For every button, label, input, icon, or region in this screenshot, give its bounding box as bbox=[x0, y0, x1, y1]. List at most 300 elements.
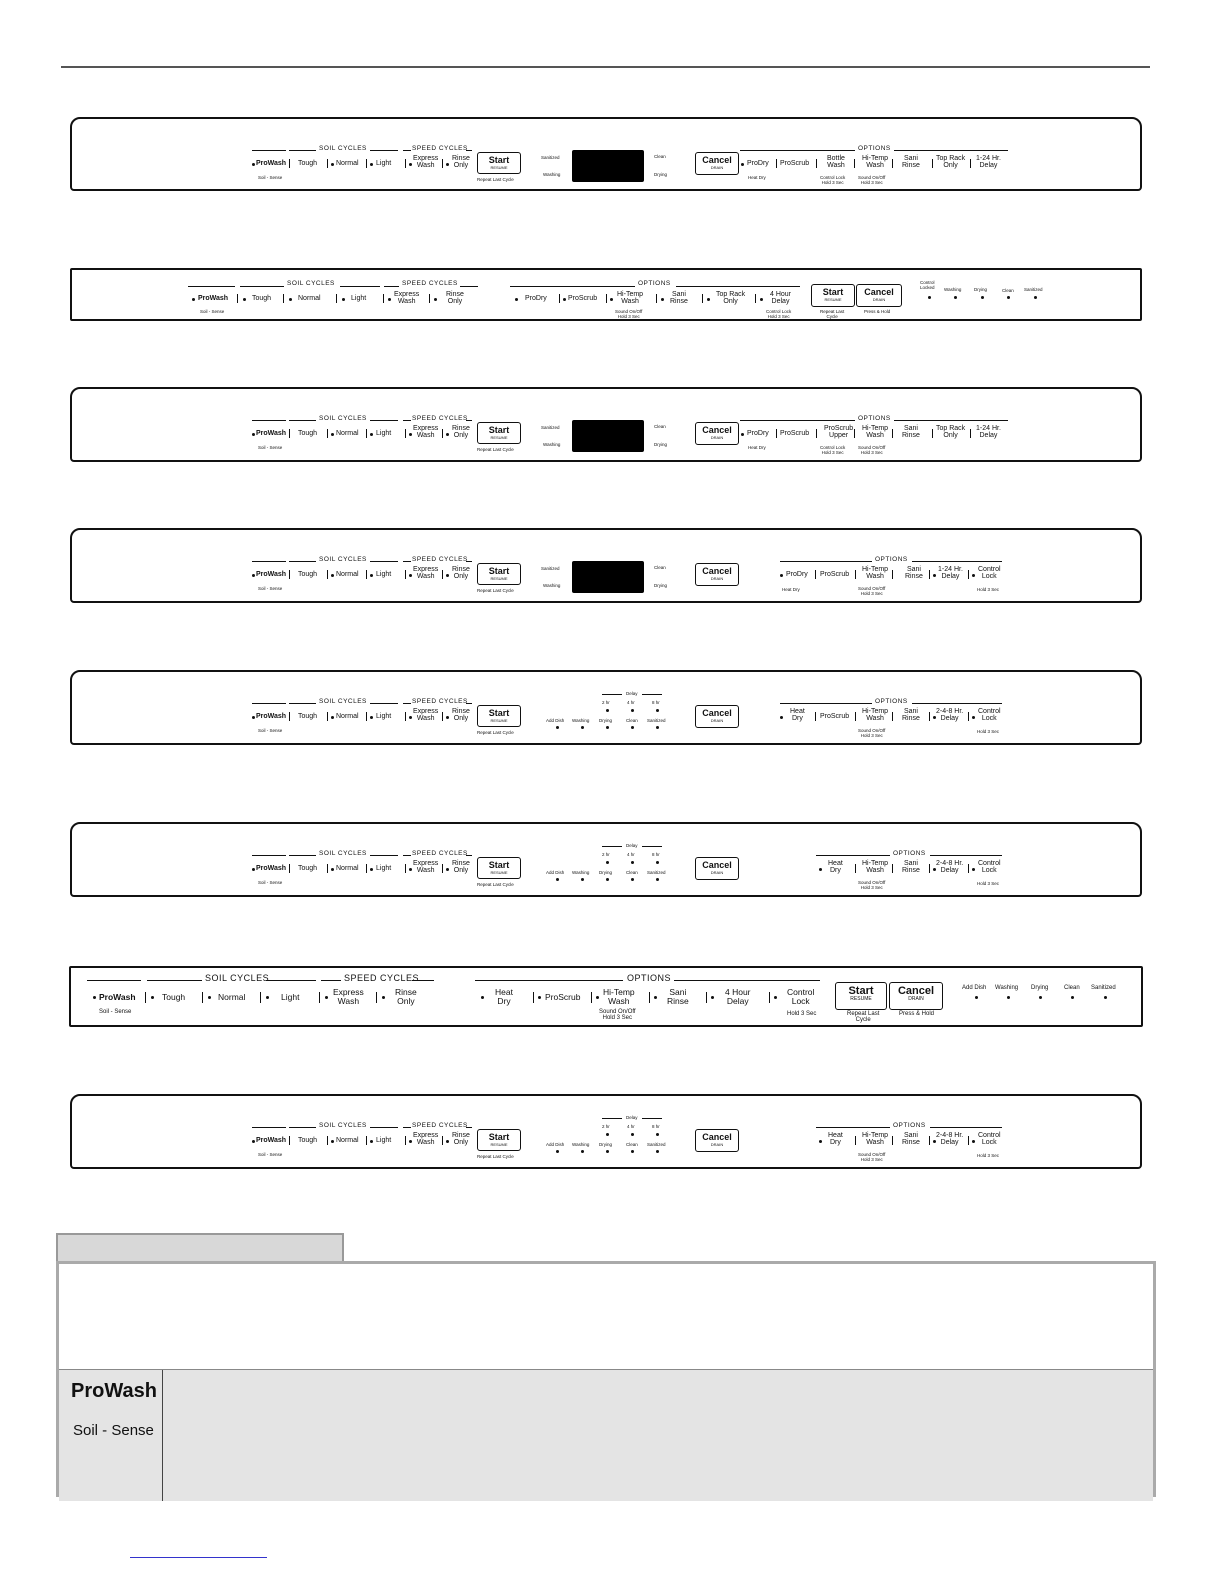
hitemp-line2: Wash bbox=[866, 715, 884, 722]
table-row bbox=[59, 1369, 1153, 1501]
cancel-label: Cancel bbox=[702, 566, 732, 576]
rinse-only-button[interactable] bbox=[395, 988, 417, 1006]
heat-dry-label: Heat Dry bbox=[782, 587, 800, 592]
normal-button[interactable]: Normal bbox=[336, 713, 359, 720]
sani-line2: Rinse bbox=[902, 162, 920, 169]
delay-2-4-8-button[interactable] bbox=[936, 860, 963, 874]
sanitized-indicator: Sanitized bbox=[541, 425, 560, 430]
light-button[interactable]: Light bbox=[351, 295, 367, 302]
rinse-line1: Rinse bbox=[446, 291, 464, 298]
drain-label: DRAIN bbox=[872, 297, 886, 302]
prodry-button[interactable]: ProDry bbox=[525, 295, 547, 302]
sanitized-indicator: Sanitized bbox=[647, 1142, 666, 1147]
repeat-last-cycle-label: Repeat Last Cycle bbox=[477, 882, 514, 887]
delay248-line2: Delay bbox=[940, 1139, 959, 1146]
normal-button[interactable]: Normal bbox=[336, 160, 359, 167]
hold3-label: Hold 3 Sec bbox=[977, 881, 1000, 886]
heat-line1: Heat bbox=[828, 1132, 843, 1139]
cancel-label: Cancel bbox=[702, 425, 732, 435]
sanitized-indicator: Sanitized bbox=[541, 566, 560, 571]
sani-line2: Rinse bbox=[905, 573, 923, 580]
drying-indicator: Drying bbox=[599, 1142, 613, 1147]
top-rule bbox=[61, 66, 1150, 68]
four-hour-delay-button[interactable] bbox=[725, 988, 751, 1006]
start-label: Start bbox=[488, 425, 510, 435]
delay-1-24-button[interactable] bbox=[976, 155, 1001, 169]
cancel-label: Cancel bbox=[702, 155, 732, 165]
hi-temp-wash-button[interactable] bbox=[862, 708, 888, 722]
washing-indicator: Washing bbox=[543, 442, 561, 447]
resume-label: RESUME bbox=[490, 576, 508, 581]
soil-cycles-header: SOIL CYCLES bbox=[205, 973, 270, 983]
toprack-line2: Only bbox=[723, 298, 738, 305]
control-panel-2 bbox=[70, 268, 1142, 321]
toprack-line1: Top Rack bbox=[936, 425, 966, 432]
control-locked-line1: Control bbox=[920, 280, 935, 285]
sani-rinse-button[interactable] bbox=[902, 860, 920, 874]
cancel-button[interactable] bbox=[856, 284, 902, 307]
delay-4hr: 4 hr bbox=[627, 852, 635, 857]
add-dish-indicator: Add Dish bbox=[546, 718, 565, 723]
rinse-line2: Only bbox=[453, 1139, 469, 1146]
light-button[interactable]: Light bbox=[376, 430, 392, 437]
rinse-only-button[interactable] bbox=[452, 860, 470, 874]
clean-indicator: Clean bbox=[654, 424, 666, 429]
hold3-text: Hold 3 Sec bbox=[860, 885, 883, 890]
soil-sense-label: Soil - Sense bbox=[258, 880, 283, 885]
control-lock-button[interactable] bbox=[978, 708, 1001, 722]
start-button[interactable] bbox=[477, 1129, 521, 1151]
rinse-line1: Rinse bbox=[395, 987, 417, 997]
prodry-button[interactable]: ProDry bbox=[747, 160, 769, 167]
sani-line1: Sani bbox=[903, 860, 918, 867]
start-button[interactable] bbox=[477, 857, 521, 879]
resume-label: RESUME bbox=[824, 297, 842, 302]
express-wash-button[interactable] bbox=[413, 566, 438, 580]
control-lock-button[interactable] bbox=[787, 988, 814, 1006]
control-lock-button[interactable] bbox=[978, 860, 1001, 874]
delay24-line2: Delay bbox=[941, 573, 960, 580]
start-label: Start bbox=[488, 860, 510, 870]
washing-indicator: Washing bbox=[572, 1142, 590, 1147]
sound-hold-label bbox=[858, 880, 885, 890]
options-header: OPTIONS bbox=[893, 850, 926, 857]
light-button[interactable]: Light bbox=[376, 571, 392, 578]
toprack-line2: Only bbox=[943, 162, 958, 169]
repeat-last-cycle-label: Repeat Last Cycle bbox=[477, 1154, 514, 1159]
express-line2: Wash bbox=[337, 996, 360, 1006]
rinse-only-button[interactable] bbox=[452, 1132, 470, 1146]
normal-button[interactable]: Normal bbox=[218, 992, 246, 1002]
sani-line2: Rinse bbox=[667, 996, 689, 1006]
light-button[interactable]: Light bbox=[376, 713, 392, 720]
sound-text: Sound On/Off bbox=[858, 880, 886, 885]
proscrub-button[interactable]: ProScrub bbox=[820, 713, 850, 720]
control-panel-7 bbox=[69, 966, 1143, 1027]
express-wash-button[interactable] bbox=[333, 988, 364, 1006]
tough-button[interactable]: Tough bbox=[162, 992, 186, 1002]
add-dish-indicator: Add Dish bbox=[546, 1142, 565, 1147]
drying-indicator: Drying bbox=[599, 718, 613, 723]
prowash-button[interactable]: ProWash bbox=[256, 865, 287, 872]
express-wash-button[interactable] bbox=[413, 708, 438, 722]
prodry-button[interactable]: ProDry bbox=[786, 571, 808, 578]
hitemp-line2: Wash bbox=[866, 867, 884, 874]
rinse-only-button[interactable] bbox=[452, 425, 470, 439]
express-line1: Express bbox=[394, 291, 420, 298]
delay-8hr: 8 hr bbox=[652, 700, 660, 705]
sani-rinse-button[interactable] bbox=[905, 566, 923, 580]
start-button[interactable] bbox=[477, 152, 521, 174]
speed-cycles-header: SPEED CYCLES bbox=[412, 556, 468, 563]
cancel-label: Cancel bbox=[864, 287, 894, 297]
sani-rinse-button[interactable] bbox=[670, 291, 688, 305]
control-lock-hold-label bbox=[766, 309, 791, 319]
control-line2: Lock bbox=[791, 996, 810, 1006]
delay248-line1: 2-4-8 Hr. bbox=[936, 1132, 964, 1139]
hitemp-line2: Wash bbox=[608, 996, 630, 1006]
digital-display bbox=[572, 561, 644, 593]
soil-sense-label: Soil - Sense bbox=[99, 1009, 132, 1015]
rinse-line2: Only bbox=[453, 162, 469, 169]
express-line1: Express bbox=[413, 425, 439, 432]
clean-indicator: Clean bbox=[626, 1142, 638, 1147]
express-line2: Wash bbox=[416, 162, 435, 169]
hold3-text: Hold 3 Sec bbox=[821, 450, 844, 455]
bottle-wash-button[interactable] bbox=[827, 155, 845, 169]
heat-line1: Heat bbox=[828, 860, 843, 867]
control-panel-5 bbox=[70, 670, 1142, 745]
control-lock-button[interactable] bbox=[978, 1132, 1001, 1146]
proscrub-button[interactable]: ProScrub bbox=[568, 295, 598, 302]
add-dish-indicator: Add Dish bbox=[962, 985, 987, 991]
heat-dry-button[interactable] bbox=[790, 708, 805, 722]
express-wash-button[interactable] bbox=[413, 425, 438, 439]
heat-dry-button[interactable] bbox=[828, 1132, 843, 1146]
control-panel-8 bbox=[70, 1094, 1142, 1169]
sound-text: Sound On/Off bbox=[599, 1009, 636, 1015]
start-button[interactable] bbox=[811, 284, 855, 307]
toprack-line2: Only bbox=[943, 432, 958, 439]
drying-indicator: Drying bbox=[654, 172, 668, 177]
tough-button[interactable]: Tough bbox=[298, 1137, 318, 1144]
drying-indicator: Drying bbox=[654, 442, 668, 447]
cancel-label: Cancel bbox=[702, 860, 732, 870]
speed-cycles-header: SPEED CYCLES bbox=[412, 1122, 468, 1129]
drain-label: DRAIN bbox=[710, 435, 724, 440]
soil-cycles-header: SOIL CYCLES bbox=[319, 1122, 367, 1129]
delay248-line2: Delay bbox=[940, 715, 959, 722]
cancel-button[interactable] bbox=[695, 1129, 739, 1152]
resume-label: RESUME bbox=[490, 718, 508, 723]
express-line1: Express bbox=[413, 155, 439, 162]
light-button[interactable]: Light bbox=[376, 865, 392, 872]
rinse-line2: Only bbox=[453, 573, 469, 580]
delay-header: Delay bbox=[626, 843, 638, 848]
prowash-button[interactable]: ProWash bbox=[198, 295, 229, 302]
delay-2hr: 2 hr bbox=[602, 700, 610, 705]
sani-line2: Rinse bbox=[902, 1139, 920, 1146]
start-button[interactable] bbox=[477, 422, 521, 444]
express-line2: Wash bbox=[416, 573, 435, 580]
proscrub-button[interactable]: ProScrub bbox=[820, 571, 850, 578]
prodry-button[interactable]: ProDry bbox=[747, 430, 769, 437]
digital-display bbox=[572, 150, 644, 182]
hitemp-line2: Wash bbox=[866, 432, 884, 439]
delay-8hr: 8 hr bbox=[652, 852, 660, 857]
light-button[interactable]: Light bbox=[281, 992, 300, 1002]
delay-4hr: 4 hr bbox=[627, 700, 635, 705]
express-wash-button[interactable] bbox=[413, 860, 438, 874]
soil-cycles-header: SOIL CYCLES bbox=[319, 850, 367, 857]
hi-temp-wash-button[interactable] bbox=[862, 566, 888, 580]
start-button[interactable] bbox=[477, 705, 521, 727]
cancel-button[interactable] bbox=[695, 563, 739, 586]
drain-label: DRAIN bbox=[710, 165, 724, 170]
express-line1: Express bbox=[413, 708, 439, 715]
hitemp-line1: Hi-Temp bbox=[862, 860, 889, 867]
washing-indicator: Washing bbox=[543, 583, 561, 588]
top-rack-only-button[interactable] bbox=[936, 155, 965, 169]
express-line1: Express bbox=[333, 987, 364, 997]
sound-text: Sound On/Off bbox=[858, 728, 886, 733]
add-dish-indicator: Add Dish bbox=[546, 870, 565, 875]
sani-rinse-button[interactable] bbox=[902, 708, 920, 722]
soil-cycles-header: SOIL CYCLES bbox=[319, 556, 367, 563]
hitemp-line1: Hi-Temp bbox=[862, 425, 889, 432]
prowash-button[interactable]: ProWash bbox=[256, 1137, 287, 1144]
tough-button[interactable]: Tough bbox=[252, 295, 272, 302]
prowash-button[interactable]: ProWash bbox=[99, 992, 136, 1002]
sani-rinse-button[interactable] bbox=[902, 155, 920, 169]
prowash-button[interactable]: ProWash bbox=[256, 430, 287, 437]
cancel-button[interactable] bbox=[695, 857, 739, 880]
soil-cycles-header: SOIL CYCLES bbox=[319, 698, 367, 705]
sound-hold-label bbox=[858, 445, 885, 455]
options-header: OPTIONS bbox=[858, 145, 891, 152]
resume-label: RESUME bbox=[850, 996, 872, 1002]
tough-button[interactable]: Tough bbox=[298, 713, 318, 720]
resume-label: RESUME bbox=[490, 1142, 508, 1147]
control-panel-4 bbox=[70, 528, 1142, 603]
top-rack-only-button[interactable] bbox=[936, 425, 965, 439]
drain-label: DRAIN bbox=[710, 1142, 724, 1147]
start-label: Start bbox=[822, 287, 844, 297]
sanitized-indicator: Sanitized bbox=[541, 155, 560, 160]
start-button[interactable] bbox=[477, 563, 521, 585]
normal-button[interactable]: Normal bbox=[336, 1137, 359, 1144]
soil-sense-label: Soil - Sense bbox=[200, 309, 225, 314]
heat-line2: Dry bbox=[829, 1139, 841, 1146]
sani-line1: Sani bbox=[671, 291, 686, 298]
soil-sense-label: Soil - Sense bbox=[258, 445, 283, 450]
rinse-only-button[interactable] bbox=[446, 291, 464, 305]
prowash-button[interactable]: ProWash bbox=[256, 571, 287, 578]
clean-indicator: Clean bbox=[1002, 288, 1014, 293]
four-hour-delay-button[interactable] bbox=[770, 291, 791, 305]
heat-dry-label: Heat Dry bbox=[748, 445, 766, 450]
repeat-last-text: Repeat Last bbox=[820, 309, 845, 314]
hitemp-line2: Wash bbox=[866, 162, 884, 169]
tough-button[interactable]: Tough bbox=[298, 430, 318, 437]
delay-2-4-8-button[interactable] bbox=[936, 708, 963, 722]
delay-2-4-8-button[interactable] bbox=[936, 1132, 963, 1146]
hold3-text: Hold 3 Sec bbox=[860, 733, 883, 738]
repeat-last-cycle-label: Repeat Last Cycle bbox=[477, 588, 514, 593]
start-label: Start bbox=[488, 155, 510, 165]
tough-button[interactable]: Tough bbox=[298, 571, 318, 578]
press-hold-label: Press & Hold bbox=[899, 1011, 935, 1017]
sani-line2: Rinse bbox=[670, 298, 688, 305]
drying-indicator: Drying bbox=[974, 287, 988, 292]
heat-line1: Heat bbox=[495, 987, 513, 997]
hold3-text: Hold 3 Sec bbox=[860, 450, 883, 455]
sound-text: Sound On/Off bbox=[858, 445, 886, 450]
control-panel-1 bbox=[70, 117, 1142, 191]
repeat-last-cycle-label: Repeat Last Cycle bbox=[477, 730, 514, 735]
delay24-line1: 1-24 Hr. bbox=[938, 566, 963, 573]
toprack-line1: Top Rack bbox=[716, 291, 746, 298]
options-header: OPTIONS bbox=[858, 415, 891, 422]
express-wash-button[interactable] bbox=[413, 1132, 438, 1146]
cancel-button[interactable] bbox=[889, 982, 943, 1010]
sani-rinse-button[interactable] bbox=[667, 988, 689, 1006]
prowash-button[interactable]: ProWash bbox=[256, 713, 287, 720]
bottle-line2: Wash bbox=[827, 162, 845, 169]
hitemp-line1: Hi-Temp bbox=[862, 155, 889, 162]
start-button[interactable] bbox=[835, 982, 887, 1010]
washing-indicator: Washing bbox=[543, 172, 561, 177]
heat-line2: Dry bbox=[791, 715, 803, 722]
table-soil-sense-label: Soil - Sense bbox=[73, 1422, 154, 1439]
normal-button[interactable]: Normal bbox=[298, 295, 321, 302]
drying-indicator: Drying bbox=[1031, 985, 1049, 991]
normal-button[interactable]: Normal bbox=[336, 430, 359, 437]
sanitized-indicator: Sanitized bbox=[647, 870, 666, 875]
sani-rinse-button[interactable] bbox=[902, 425, 920, 439]
proscrub-button[interactable]: ProScrub bbox=[780, 430, 810, 437]
clean-indicator: Clean bbox=[626, 870, 638, 875]
control-line1: Control bbox=[978, 1132, 1001, 1139]
normal-button[interactable]: Normal bbox=[336, 865, 359, 872]
speed-cycles-header: SPEED CYCLES bbox=[412, 698, 468, 705]
light-button[interactable]: Light bbox=[376, 1137, 392, 1144]
sani-rinse-button[interactable] bbox=[902, 1132, 920, 1146]
cancel-button[interactable] bbox=[695, 152, 739, 175]
start-label: Start bbox=[488, 566, 510, 576]
hi-temp-wash-button[interactable] bbox=[603, 988, 635, 1006]
sound-text: Sound On/Off bbox=[858, 1152, 886, 1157]
control-lock-text: Control Lock bbox=[820, 175, 846, 180]
top-rack-only-button[interactable] bbox=[716, 291, 745, 305]
resume-label: RESUME bbox=[490, 870, 508, 875]
sound-hold-label bbox=[858, 728, 885, 738]
hi-temp-wash-button[interactable] bbox=[862, 1132, 888, 1146]
light-button[interactable]: Light bbox=[376, 160, 392, 167]
control-lock-text: Control Lock bbox=[820, 445, 846, 450]
hitemp-line2: Wash bbox=[866, 573, 884, 580]
proscrub-upper-button[interactable] bbox=[824, 425, 853, 439]
express-line1: Express bbox=[413, 1132, 439, 1139]
delay-1-24-button[interactable] bbox=[938, 566, 963, 580]
fourhour-line2: Delay bbox=[771, 298, 790, 305]
washing-indicator: Washing bbox=[572, 718, 590, 723]
rinse-only-button[interactable] bbox=[452, 708, 470, 722]
delay-4hr: 4 hr bbox=[627, 1124, 635, 1129]
sani-line1: Sani bbox=[903, 155, 918, 162]
control-line2: Lock bbox=[981, 715, 997, 722]
sani-line2: Rinse bbox=[902, 715, 920, 722]
proscrub-button[interactable]: ProScrub bbox=[545, 992, 581, 1002]
hold3-label: Hold 3 Sec bbox=[977, 1153, 1000, 1158]
hi-temp-wash-button[interactable] bbox=[862, 425, 888, 439]
options-header: OPTIONS bbox=[638, 280, 671, 287]
repeat-last-label bbox=[820, 309, 844, 319]
fourhour-line1: 4 Hour bbox=[770, 291, 792, 298]
hi-temp-wash-button[interactable] bbox=[862, 155, 888, 169]
drain-label: DRAIN bbox=[710, 870, 724, 875]
control-line2: Lock bbox=[981, 573, 997, 580]
repeat-last-text: Repeat Last bbox=[847, 1011, 880, 1017]
hold3-text: Hold 3 Sec bbox=[602, 1015, 632, 1021]
clean-indicator: Clean bbox=[654, 154, 666, 159]
sanitized-indicator: Sanitized bbox=[1024, 287, 1043, 292]
tough-button[interactable]: Tough bbox=[298, 160, 318, 167]
delay-1-24-button[interactable] bbox=[976, 425, 1001, 439]
express-wash-button[interactable] bbox=[413, 155, 438, 169]
cancel-button[interactable] bbox=[695, 705, 739, 728]
delay24-line2: Delay bbox=[979, 432, 998, 439]
sani-line1: Sani bbox=[903, 1132, 918, 1139]
tough-button[interactable]: Tough bbox=[298, 865, 318, 872]
heat-dry-button[interactable] bbox=[828, 860, 843, 874]
cancel-button[interactable] bbox=[695, 422, 739, 445]
sani-line2: Rinse bbox=[902, 432, 920, 439]
delay24-line2: Delay bbox=[979, 162, 998, 169]
heat-dry-label: Heat Dry bbox=[748, 175, 766, 180]
hitemp-line2: Wash bbox=[621, 298, 639, 305]
table-column-divider bbox=[162, 1370, 163, 1501]
express-wash-button[interactable] bbox=[394, 291, 419, 305]
hi-temp-wash-button[interactable] bbox=[617, 291, 643, 305]
sound-text: Sound On/Off bbox=[858, 586, 886, 591]
rinse-only-button[interactable] bbox=[452, 155, 470, 169]
express-line2: Wash bbox=[416, 432, 435, 439]
rinse-line1: Rinse bbox=[452, 860, 470, 867]
rinse-line2: Only bbox=[453, 432, 469, 439]
control-line2: Lock bbox=[981, 1139, 997, 1146]
prowash-button[interactable]: ProWash bbox=[256, 160, 287, 167]
fourhour-line2: Delay bbox=[726, 996, 749, 1006]
hi-temp-wash-button[interactable] bbox=[862, 860, 888, 874]
rinse-only-button[interactable] bbox=[452, 566, 470, 580]
rinse-line2: Only bbox=[453, 867, 469, 874]
proscrub-button[interactable]: ProScrub bbox=[780, 160, 810, 167]
control-line1: Control bbox=[978, 708, 1001, 715]
sani-line1: Sani bbox=[903, 708, 918, 715]
normal-button[interactable]: Normal bbox=[336, 571, 359, 578]
control-lock-text: Control Lock bbox=[766, 309, 792, 314]
washing-indicator: Washing bbox=[944, 287, 962, 292]
cancel-label: Cancel bbox=[702, 1132, 732, 1142]
cycle-text: Cycle bbox=[855, 1017, 871, 1023]
soil-cycles-header: SOIL CYCLES bbox=[319, 415, 367, 422]
speed-cycles-header: SPEED CYCLES bbox=[412, 145, 468, 152]
rinse-line1: Rinse bbox=[452, 1132, 470, 1139]
heat-dry-button[interactable] bbox=[495, 988, 513, 1006]
control-lock-button[interactable] bbox=[978, 566, 1001, 580]
drain-label: DRAIN bbox=[710, 718, 724, 723]
